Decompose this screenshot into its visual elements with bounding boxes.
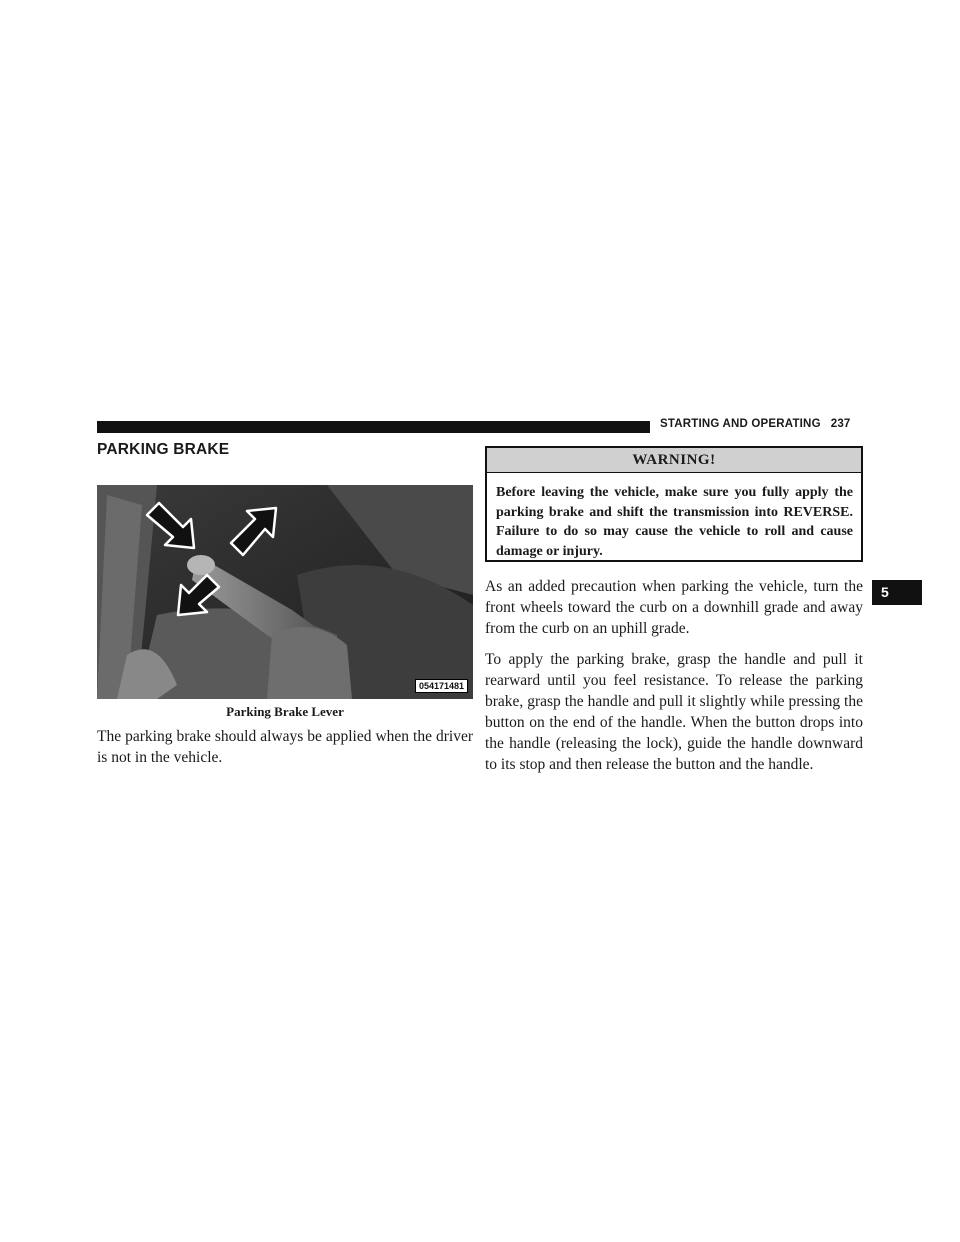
page-number: 237	[830, 418, 851, 430]
parking-brake-figure	[97, 485, 473, 699]
warning-heading: WARNING!	[487, 448, 861, 473]
header-rule	[97, 421, 650, 433]
running-header	[660, 418, 865, 436]
left-paragraph: The parking brake should always be applied when the driver is not in the vehicle.	[97, 728, 473, 766]
warning-box	[485, 446, 863, 562]
chapter-tab: 5	[872, 580, 922, 605]
parking-brake-photo	[97, 485, 473, 699]
figure-caption: Parking Brake Lever	[226, 704, 344, 719]
precaution-paragraph: As an added precaution when parking the vehicle, turn the front wheels toward the curb on a downhill grade and away from the curb on an uphill grade.	[485, 578, 863, 637]
apply-release-paragraph: To apply the parking brake, grasp the handle and pull it rearward until you feel resistance. To release the parking brake, grasp the handle and pull it slightly while pressing the button on the end of the handle. When the button drops into the handle (releasing the lock), guide the handle downward to its stop and then release the button and the handle.	[485, 651, 863, 773]
figure-id-label: 054171481	[415, 679, 468, 693]
header-section-label: STARTING AND OPERATING	[660, 418, 821, 430]
section-title: PARKING BRAKE	[97, 441, 230, 458]
warning-text: Before leaving the vehicle, make sure you fully apply the parking brake and shift the transmission into REVERSE. Failure to do so may cause the vehicle to roll and cause damage or injury.	[496, 485, 853, 559]
